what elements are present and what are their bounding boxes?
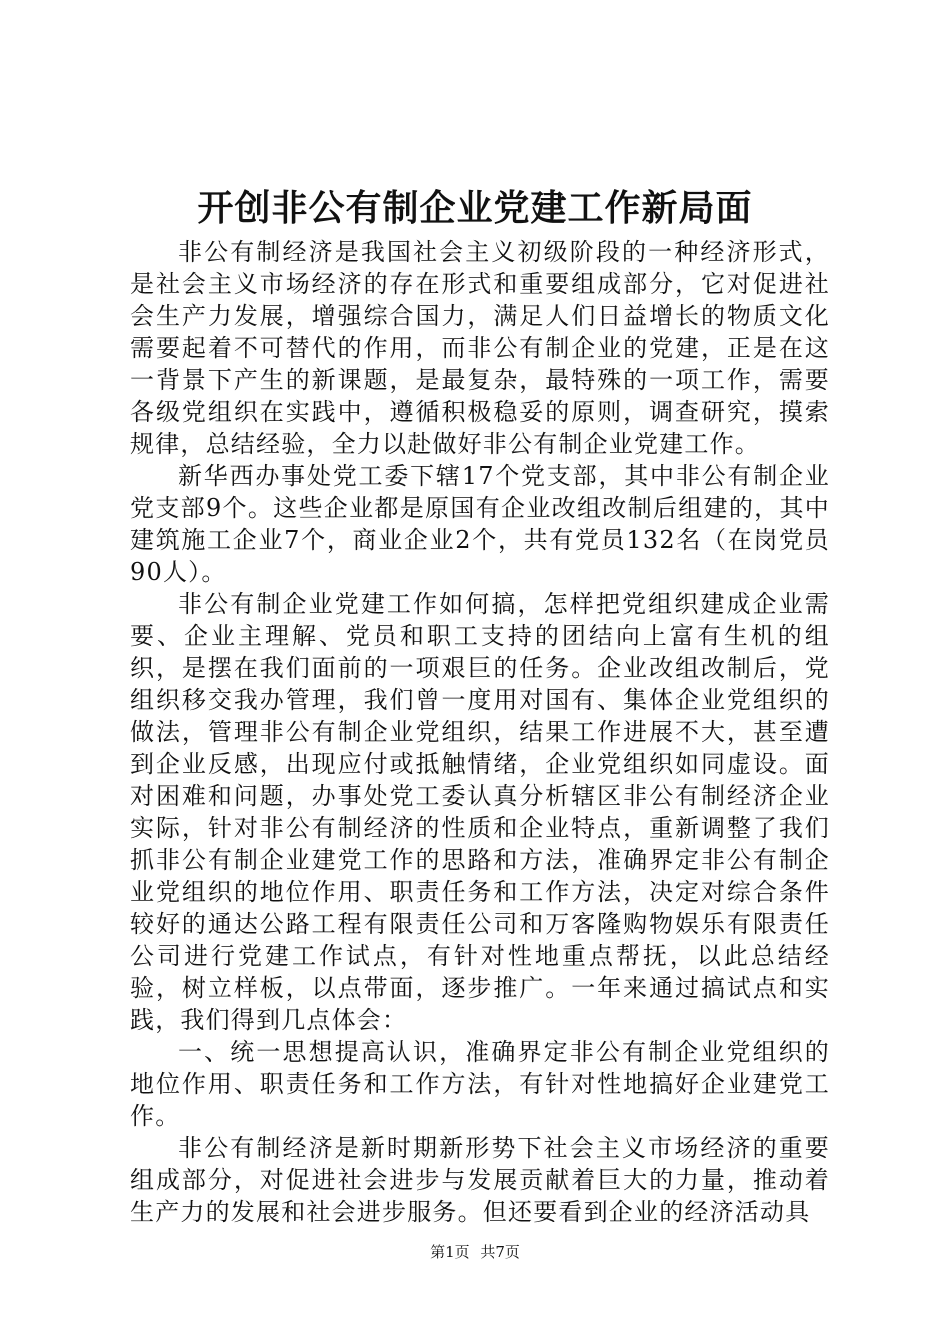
paragraph: 新华西办事处党工委下辖17个党支部，其中非公有制企业党支部9个。这些企业都是原国有企业改组改制后组建的，其中建筑施工企业7个，商业企业2个，共有党员132名（在岗党员90人）。 (130, 462, 830, 586)
document-title: 开创非公有制企业党建工作新局面 (197, 187, 753, 229)
page-footer (0, 1242, 950, 1262)
page-total: 共7页 (480, 1243, 520, 1261)
paragraph: 非公有制企业党建工作如何搞，怎样把党组织建成企业需要、企业主理解、党员和职工支持的团结向上富有生机的组织，是摆在我们面前的一项艰巨的任务。企业改组改制后，党组织移交我办管理，我们曾一度用对国有、集体企业党组织的做法，管理非公有制企业党组织，结果工作进展不大，甚至遭到企业反感，出现应付或抵触情绪，企业党组织如同虚设。面对困难和问题，办事处党工委认真分析辖区非公有制经济企业实际，针对非公有制经济的性质和企业特点，重新调整了我们抓非公有制企业建党工作的思路和方法，准确界定非公有制企业党组织的地位作用、职责任务和工作方法，决定对综合条件较好的通达公路工程有限责任公司和万客隆购物娱乐有限责任公司进行党建工作试点，有针对性地重点帮抚，以此总结经验，树立样板，以点带面，逐步推广。一年来通过搞试点和实践，我们得到几点体会： (130, 590, 830, 1034)
page-number: 第1页 (430, 1243, 470, 1261)
paragraph: 非公有制经济是我国社会主义初级阶段的一种经济形式，是社会主义市场经济的存在形式和重要组成部分，它对促进社会生产力发展，增强综合国力，满足人们日益增长的物质文化需要起着不可替代的作用，而非公有制企业的党建，正是在这一背景下产生的新课题，是最复杂，最特殊的一项工作，需要各级党组织在实践中，遵循积极稳妥的原则，调查研究，摸索规律，总结经验，全力以赴做好非公有制企业党建工作。 (130, 238, 830, 458)
section-heading-paragraph: 一、统一思想提高认识，准确界定非公有制企业党组织的地位作用、职责任务和工作方法，有针对性地搞好企业建党工作。 (130, 1038, 830, 1130)
document-body (130, 236, 830, 1228)
paragraph: 非公有制经济是新时期新形势下社会主义市场经济的重要组成部分，对促进社会进步与发展贡献着巨大的力量，推动着生产力的发展和社会进步服务。但还要看到企业的经济活动具 (130, 1134, 830, 1226)
